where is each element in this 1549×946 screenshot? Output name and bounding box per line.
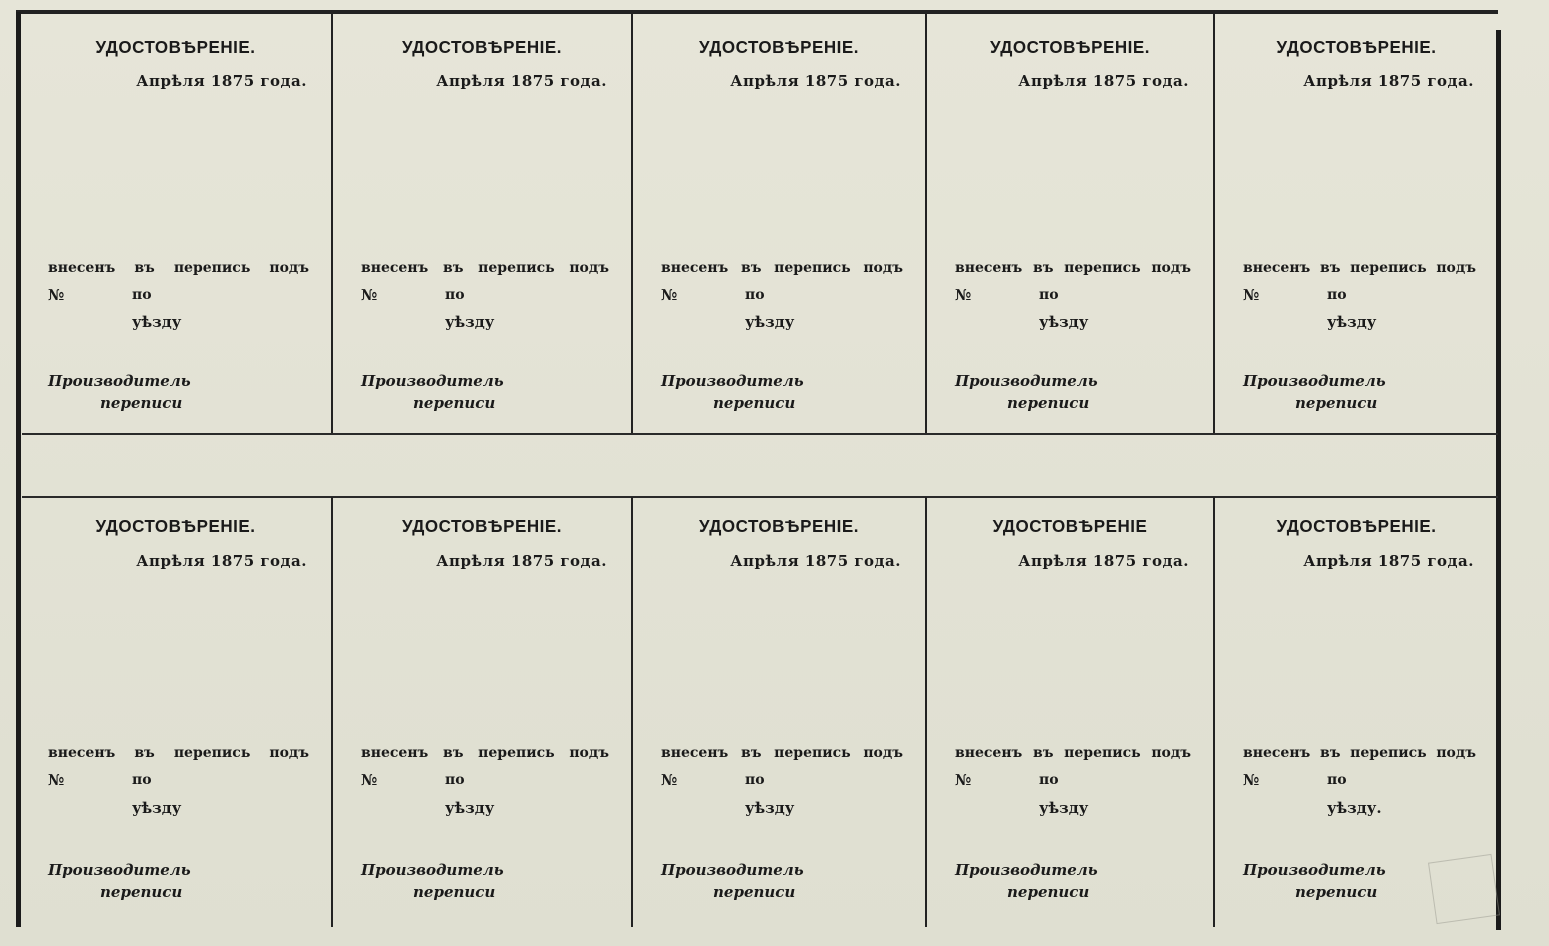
- certificate-title: УДОСТОВѢРЕНІЕ.: [1276, 37, 1437, 58]
- producer-label: Производитель: [361, 372, 504, 390]
- entered-into-census-line: [661, 260, 903, 276]
- census-label: переписи: [100, 883, 183, 901]
- certificate-date: Апрѣля 1875 года.: [1018, 552, 1189, 570]
- census-label: переписи: [413, 883, 496, 901]
- po-label: по: [745, 772, 765, 788]
- certificate-date: Апрѣля 1875 года.: [1018, 72, 1189, 90]
- entered-word: перепись: [173, 745, 251, 761]
- entered-word: внесенъ: [48, 745, 116, 761]
- producer-label: Производитель: [661, 861, 804, 879]
- bottom-row-certificates: [20, 497, 1498, 927]
- entered-into-census-line: [48, 260, 309, 276]
- number-label: №: [361, 286, 378, 304]
- po-label: по: [132, 772, 152, 788]
- producer-label: Производитель: [48, 861, 191, 879]
- entered-word: внесенъ: [361, 260, 429, 276]
- certificate-form: [927, 497, 1215, 927]
- entered-word: подъ: [863, 260, 903, 276]
- producer-label: Производитель: [1243, 372, 1386, 390]
- district-label: уѣзду: [445, 313, 495, 331]
- entered-word: въ: [134, 745, 155, 761]
- certificate-date: Апрѣля 1875 года.: [136, 552, 307, 570]
- entered-word: подъ: [1151, 745, 1191, 761]
- entered-word: подъ: [569, 260, 609, 276]
- entered-into-census-line: [1243, 745, 1476, 761]
- entered-word: подъ: [569, 745, 609, 761]
- district-label: уѣзду: [745, 313, 795, 331]
- entered-word: въ: [134, 260, 155, 276]
- entered-word: перепись: [1064, 260, 1141, 276]
- certificate-date: Апрѣля 1875 года.: [436, 552, 607, 570]
- entered-word: перепись: [774, 745, 851, 761]
- producer-label: Производитель: [361, 861, 504, 879]
- district-label: уѣзду: [132, 799, 182, 817]
- district-label: уѣзду: [1039, 313, 1089, 331]
- census-label: переписи: [1295, 394, 1378, 412]
- census-label: переписи: [100, 394, 183, 412]
- po-label: по: [1327, 772, 1347, 788]
- certificate-title: УДОСТОВѢРЕНІЕ.: [990, 37, 1150, 58]
- certificate-title: УДОСТОВѢРЕНІЕ.: [402, 37, 562, 58]
- certificate-title: УДОСТОВѢРЕНІЕ.: [1276, 516, 1437, 537]
- entered-word: въ: [442, 260, 464, 276]
- certificate-date: Апрѣля 1875 года.: [1303, 552, 1474, 570]
- entered-word: перепись: [478, 260, 555, 276]
- entered-word: внесенъ: [1243, 745, 1311, 761]
- number-label: №: [48, 286, 65, 304]
- district-label: уѣзду: [745, 799, 795, 817]
- entered-into-census-line: [1243, 260, 1476, 276]
- number-label: №: [48, 771, 65, 789]
- producer-label: Производитель: [1243, 861, 1386, 879]
- district-label: уѣзду.: [1327, 799, 1382, 817]
- census-label: переписи: [713, 394, 796, 412]
- entered-word: внесенъ: [661, 260, 729, 276]
- certificate-date: Апрѣля 1875 года.: [730, 72, 901, 90]
- district-label: уѣзду: [1327, 313, 1377, 331]
- entered-word: внесенъ: [955, 745, 1023, 761]
- library-stamp: [1428, 854, 1500, 924]
- cut-line-upper: [22, 433, 1498, 435]
- entered-word: подъ: [1151, 260, 1191, 276]
- po-label: по: [745, 287, 765, 303]
- producer-label: Производитель: [48, 372, 191, 390]
- number-label: №: [955, 771, 972, 789]
- producer-label: Производитель: [955, 861, 1098, 879]
- entered-word: въ: [740, 745, 762, 761]
- entered-word: перепись: [774, 260, 851, 276]
- census-label: переписи: [1295, 883, 1378, 901]
- entered-into-census-line: [955, 745, 1191, 761]
- certificate-date: Апрѣля 1875 года.: [436, 72, 607, 90]
- po-label: по: [1327, 287, 1347, 303]
- entered-word: въ: [1319, 260, 1341, 276]
- entered-word: перепись: [478, 745, 555, 761]
- entered-word: перепись: [173, 260, 251, 276]
- certificate-title: УДОСТОВѢРЕНІЕ: [992, 516, 1148, 537]
- entered-word: внесенъ: [1243, 260, 1311, 276]
- entered-word: внесенъ: [48, 260, 116, 276]
- po-label: по: [132, 287, 152, 303]
- number-label: №: [1243, 771, 1260, 789]
- entered-word: внесенъ: [361, 745, 429, 761]
- po-label: по: [1039, 772, 1059, 788]
- certificate-form: [20, 14, 333, 434]
- certificate-title: УДОСТОВѢРЕНІЕ.: [95, 37, 256, 58]
- number-label: №: [955, 286, 972, 304]
- producer-label: Производитель: [661, 372, 804, 390]
- certificate-form: [633, 14, 927, 434]
- census-label: переписи: [713, 883, 796, 901]
- certificate-date: Апрѣля 1875 года.: [1303, 72, 1474, 90]
- entered-word: подъ: [269, 260, 309, 276]
- entered-word: въ: [1032, 260, 1054, 276]
- number-label: №: [361, 771, 378, 789]
- entered-into-census-line: [361, 745, 609, 761]
- entered-word: подъ: [269, 745, 309, 761]
- certificate-form: [333, 497, 633, 927]
- census-label: переписи: [413, 394, 496, 412]
- entered-word: внесенъ: [661, 745, 729, 761]
- entered-word: подъ: [1436, 260, 1476, 276]
- producer-label: Производитель: [955, 372, 1098, 390]
- certificate-title: УДОСТОВѢРЕНІЕ.: [699, 516, 859, 537]
- census-label: переписи: [1007, 394, 1090, 412]
- certificate-date: Апрѣля 1875 года.: [136, 72, 307, 90]
- census-label: переписи: [1007, 883, 1090, 901]
- number-label: №: [1243, 286, 1260, 304]
- number-label: №: [661, 771, 678, 789]
- po-label: по: [445, 287, 465, 303]
- certificate-form: [1215, 14, 1498, 434]
- district-label: уѣзду: [132, 313, 182, 331]
- entered-word: въ: [1032, 745, 1054, 761]
- certificate-title: УДОСТОВѢРЕНІЕ.: [95, 516, 256, 537]
- certificate-form: [333, 14, 633, 434]
- number-label: №: [661, 286, 678, 304]
- certificate-form: [20, 497, 333, 927]
- entered-word: перепись: [1350, 260, 1427, 276]
- entered-into-census-line: [955, 260, 1191, 276]
- po-label: по: [1039, 287, 1059, 303]
- district-label: уѣзду: [1039, 799, 1089, 817]
- certificate-form: [633, 497, 927, 927]
- top-row-certificates: [20, 14, 1498, 434]
- entered-word: внесенъ: [955, 260, 1023, 276]
- district-label: уѣзду: [445, 799, 495, 817]
- certificate-form: [927, 14, 1215, 434]
- entered-into-census-line: [661, 745, 903, 761]
- entered-word: подъ: [863, 745, 903, 761]
- entered-into-census-line: [48, 745, 309, 761]
- entered-word: въ: [1319, 745, 1341, 761]
- certificate-title: УДОСТОВѢРЕНІЕ.: [402, 516, 562, 537]
- certificate-date: Апрѣля 1875 года.: [730, 552, 901, 570]
- entered-word: въ: [442, 745, 464, 761]
- entered-word: перепись: [1064, 745, 1141, 761]
- entered-word: въ: [740, 260, 762, 276]
- entered-word: перепись: [1350, 745, 1427, 761]
- certificate-title: УДОСТОВѢРЕНІЕ.: [699, 37, 859, 58]
- entered-word: подъ: [1436, 745, 1476, 761]
- entered-into-census-line: [361, 260, 609, 276]
- po-label: по: [445, 772, 465, 788]
